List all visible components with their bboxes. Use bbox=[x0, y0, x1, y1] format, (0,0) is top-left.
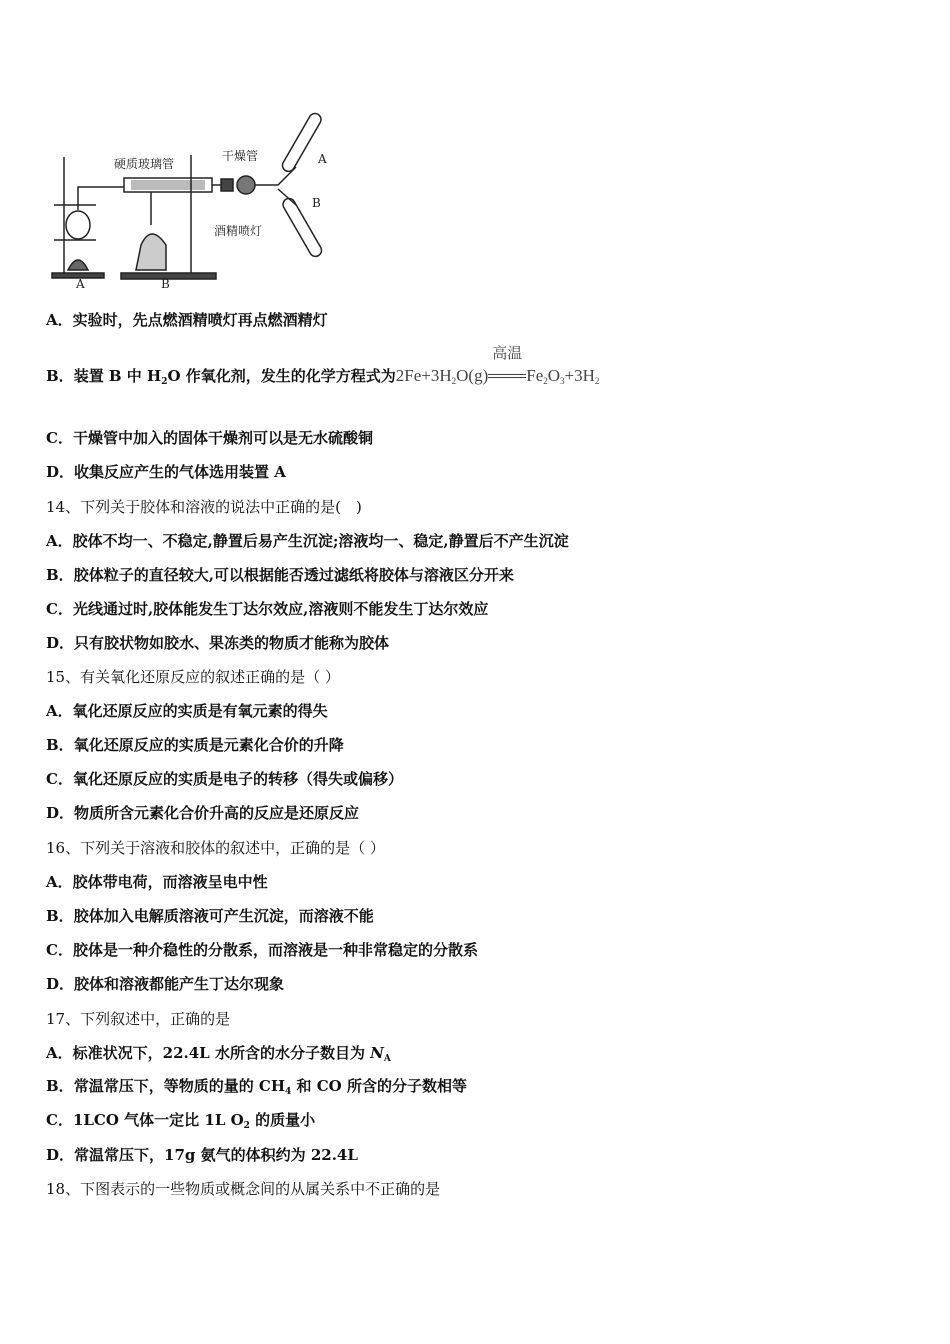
question-stem: 18、下图表示的一些物质或概念间的从属关系中不正确的是 bbox=[46, 1180, 441, 1198]
option-label: D． bbox=[46, 804, 75, 822]
q17-option-d bbox=[46, 1145, 358, 1165]
q13-option-b bbox=[46, 346, 600, 392]
option-text: 胶体不均一、不稳定,静置后易产生沉淀;溶液均一、稳定,静置后不产生沉淀 bbox=[72, 532, 569, 550]
option-text: 实验时，先点燃酒精喷灯再点燃酒精灯 bbox=[72, 311, 328, 329]
option-label: B． bbox=[46, 367, 74, 385]
eq-part: O bbox=[547, 366, 561, 385]
q13-option-d bbox=[46, 462, 286, 482]
option-label: D． bbox=[46, 1146, 75, 1164]
q14-option-d bbox=[46, 633, 389, 653]
option-text: 胶体和溶液都能产生丁达尔现象 bbox=[74, 975, 285, 993]
option-label: A． bbox=[46, 702, 73, 720]
q16-stem bbox=[46, 838, 385, 858]
subscript: 2 bbox=[594, 376, 600, 386]
label-B-mid: B bbox=[161, 277, 170, 290]
q15-option-d bbox=[46, 803, 359, 823]
option-label: B． bbox=[46, 566, 74, 584]
q18-stem bbox=[46, 1179, 440, 1199]
q17-option-c bbox=[46, 1110, 315, 1136]
q15-option-a bbox=[46, 701, 328, 721]
eq-part: +3H bbox=[564, 366, 595, 385]
q16-option-d bbox=[46, 974, 284, 994]
question-stem: 17、下列叙述中，正确的是 bbox=[46, 1010, 231, 1028]
option-text: 标准状况下，22.4L 水所含的水分子数目为 bbox=[72, 1044, 371, 1062]
option-label: D． bbox=[46, 634, 75, 652]
option-text: 和 CO 所含的分子数相等 bbox=[291, 1077, 467, 1095]
question-stem: 15、有关氧化还原反应的叙述正确的是（ ） bbox=[46, 668, 340, 686]
q14-stem bbox=[46, 497, 362, 517]
q14-option-b bbox=[46, 565, 514, 585]
q17-option-b bbox=[46, 1076, 467, 1102]
option-label: B． bbox=[46, 736, 74, 754]
condition-text: 高温 bbox=[492, 346, 523, 362]
q15-option-c bbox=[46, 769, 403, 789]
q16-option-c bbox=[46, 940, 478, 960]
label-hard-glass-tube: 硬质玻璃管 bbox=[114, 157, 175, 171]
option-label: C． bbox=[46, 1111, 73, 1129]
question-stem: 14、下列关于胶体和溶液的说法中正确的是( ) bbox=[46, 498, 362, 516]
q15-option-b bbox=[46, 735, 344, 755]
option-text: 的质量小 bbox=[249, 1111, 316, 1129]
option-text: 胶体粒子的直径较大,可以根据能否透过滤纸将胶体与溶液区分开来 bbox=[73, 566, 514, 584]
reaction-condition bbox=[488, 346, 526, 378]
option-text: 1LCO 气体一定比 1L O bbox=[72, 1111, 244, 1129]
option-text: 收集反应产生的气体选用装置 A bbox=[74, 463, 286, 481]
q13-option-a bbox=[46, 310, 328, 330]
option-label: D． bbox=[46, 463, 75, 481]
option-text: 只有胶状物如胶水、果冻类的物质才能称为胶体 bbox=[74, 634, 390, 652]
label-alcohol-blast-lamp: 酒精喷灯 bbox=[214, 224, 263, 238]
subscript: 2 bbox=[243, 1121, 250, 1131]
q15-stem bbox=[46, 667, 340, 687]
option-text: 光线通过时,胶体能发生丁达尔效应,溶液则不能发生丁达尔效应 bbox=[72, 600, 489, 618]
subscript: 2 bbox=[161, 377, 168, 387]
subscript: 3 bbox=[560, 376, 565, 386]
option-text: 常温常压下，等物质的量的 CH bbox=[73, 1077, 286, 1095]
label-A-tube: A bbox=[318, 152, 327, 166]
q16-option-b bbox=[46, 906, 374, 926]
option-label: C． bbox=[46, 770, 73, 788]
label-B-tube: B bbox=[312, 196, 321, 210]
option-label: A． bbox=[46, 873, 73, 891]
option-label: A． bbox=[46, 532, 73, 550]
option-label: A． bbox=[46, 311, 73, 329]
avogadro-symbol: N bbox=[370, 1044, 384, 1062]
q14-option-a bbox=[46, 531, 569, 551]
option-text: 装置 B 中 H bbox=[73, 367, 162, 385]
option-text: 干燥管中加入的固体干燥剂可以是无水硫酸铜 bbox=[72, 429, 373, 447]
option-text: 常温常压下，17g 氨气的体积约为 22.4L bbox=[74, 1146, 358, 1164]
option-text: 胶体加入电解质溶液可产生沉淀，而溶液不能 bbox=[73, 907, 374, 925]
option-label: C． bbox=[46, 941, 73, 959]
q14-option-c bbox=[46, 599, 488, 619]
option-label: D． bbox=[46, 975, 75, 993]
eq-part: O(g) bbox=[456, 366, 489, 385]
option-text: 物质所含元素化合价升高的反应是还原反应 bbox=[74, 804, 360, 822]
eq-part: 2Fe+3H bbox=[395, 366, 452, 385]
q16-option-a bbox=[46, 872, 268, 892]
option-text: 氧化还原反应的实质是电子的转移（得失或偏移） bbox=[72, 770, 403, 788]
option-text: 胶体带电荷，而溶液呈电中性 bbox=[72, 873, 268, 891]
experiment-apparatus-diagram bbox=[46, 105, 346, 290]
subscript: 2 bbox=[451, 376, 457, 386]
equals-sign bbox=[488, 374, 526, 378]
option-text: 氧化还原反应的实质是元素化合价的升降 bbox=[73, 736, 344, 754]
label-A-left: A bbox=[76, 277, 85, 290]
chemical-equation bbox=[395, 346, 600, 386]
option-label: B． bbox=[46, 907, 74, 925]
question-stem: 16、下列关于溶液和胶体的叙述中，正确的是（ ） bbox=[46, 839, 385, 857]
subscript: 4 bbox=[285, 1087, 292, 1097]
label-drying-tube: 干燥管 bbox=[222, 149, 259, 163]
option-label: B． bbox=[46, 1077, 74, 1095]
q13-option-c bbox=[46, 428, 373, 448]
option-label: C． bbox=[46, 429, 73, 447]
option-text: 氧化还原反应的实质是有氧元素的得失 bbox=[72, 702, 328, 720]
option-label: A． bbox=[46, 1044, 73, 1062]
q17-stem bbox=[46, 1009, 230, 1029]
option-text: 胶体是一种介稳性的分散系，而溶液是一种非常稳定的分散系 bbox=[72, 941, 478, 959]
subscript: 2 bbox=[543, 376, 548, 386]
q17-option-a bbox=[46, 1043, 391, 1069]
option-text: O 作氧化剂，发生的化学方程式为 bbox=[167, 367, 396, 385]
eq-part: Fe bbox=[526, 366, 544, 385]
subscript: A bbox=[383, 1054, 391, 1064]
option-label: C． bbox=[46, 600, 73, 618]
